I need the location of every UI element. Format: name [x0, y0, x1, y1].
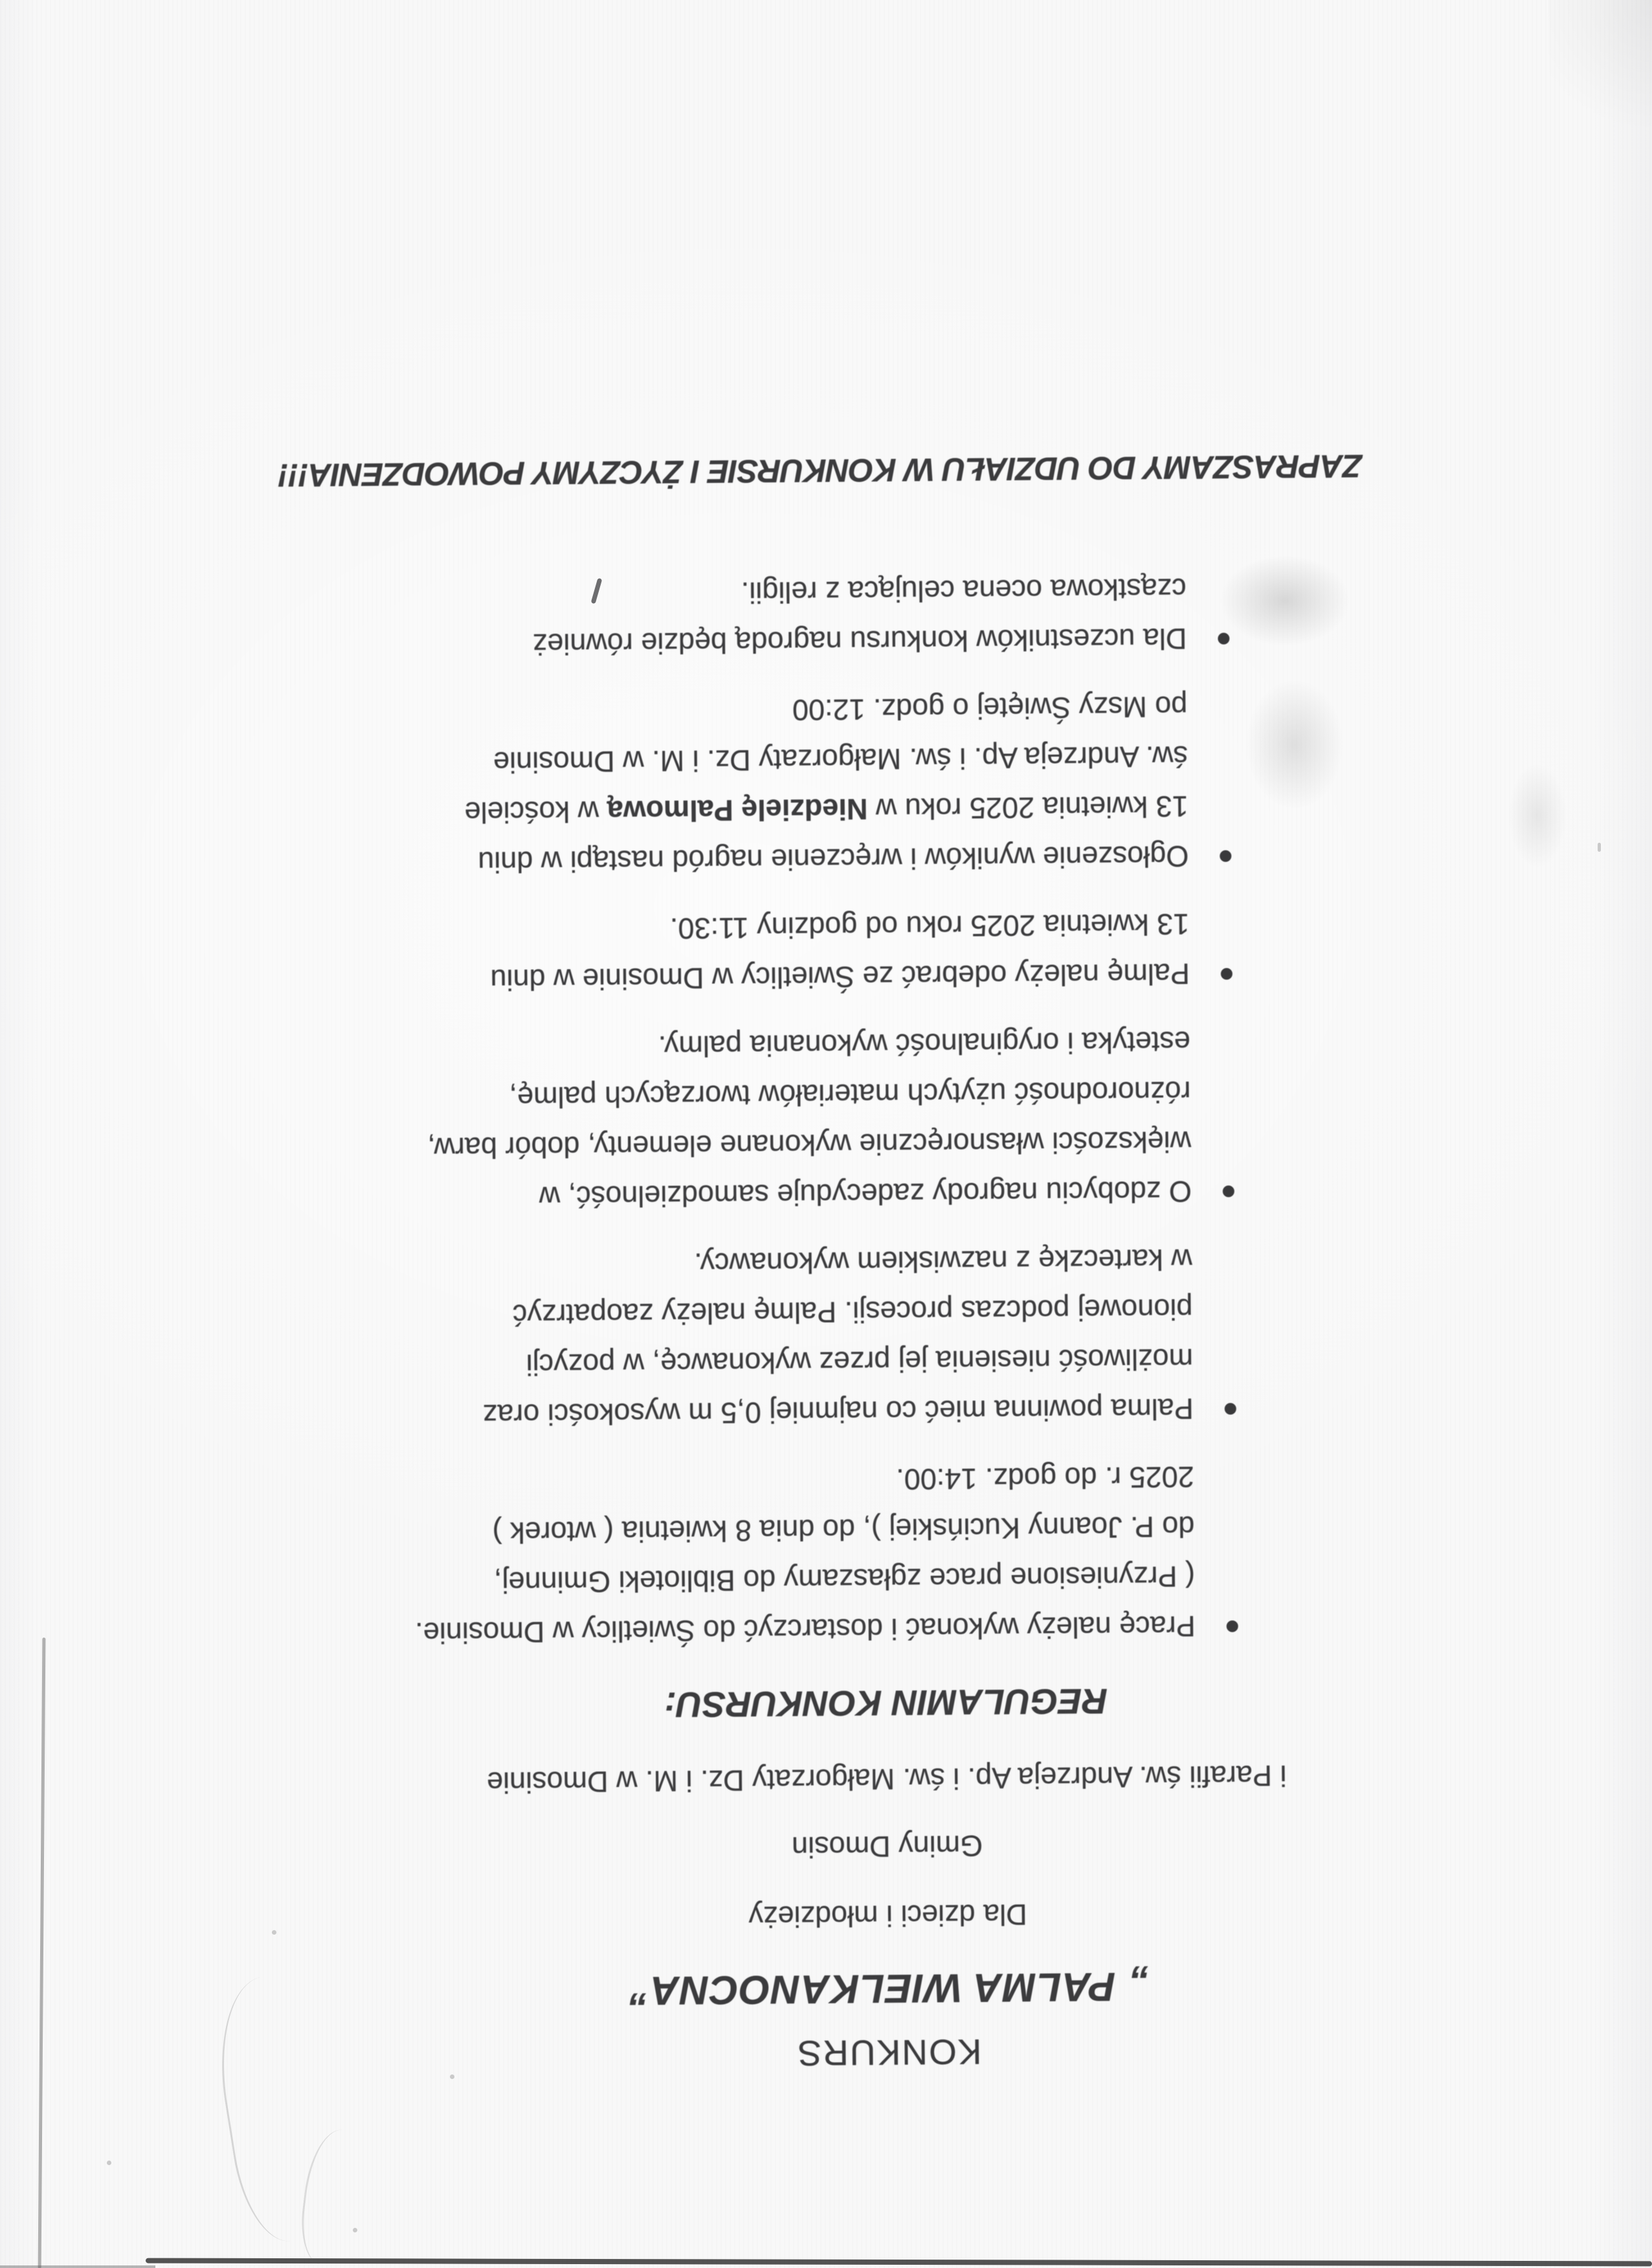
regulation-line-segment: w kościele [464, 794, 607, 829]
regulation-line: Palmę należy odebrać ze Świetlicy w Dmosinie w dniu [490, 957, 1190, 997]
regulation-line: w karteczkę z nazwiskiem wykonawcy. [694, 1243, 1192, 1280]
regulation-line: św. Andrzeja Ap. i św. Małgorzaty Dz. i M. w Dmosinie [493, 740, 1189, 779]
regulation-line: cząstkowa ocena celująca z religii. [741, 572, 1187, 610]
bullet-icon [1221, 968, 1233, 980]
bullet-icon [1225, 1403, 1236, 1414]
regulation-line: Dla uczestników konkursu nagrodą będzie również [532, 622, 1187, 661]
regulation-line: możliwość niesienia jej przez wykonawcę, w pozycji [526, 1342, 1194, 1382]
bullet-icon [1223, 1185, 1234, 1197]
regulation-item-pickup [408, 899, 1190, 1006]
regulation-line: Palma powinna mieć co najmniej 0,5 m wysokości oraz [482, 1392, 1194, 1432]
bullet-icon [1227, 1620, 1238, 1632]
regulation-line: O zdobyciu nagrody zadecyduje samodzielność, w [539, 1175, 1192, 1214]
regulation-line: Pracę należy wykonać i dostarczyć do Świetlicy w Dmosinie. [415, 1610, 1196, 1650]
regulation-item-results [407, 682, 1189, 888]
regulation-line: większości własnoręcznie wykonane elementy, dobór barw, [427, 1125, 1192, 1165]
closing-invitation: ZAPRASZAMY DO UDZIAŁU W KONKURSIE I ŻYCZYMY POWODZENIA!!! [278, 447, 1363, 494]
organizer-commune: Gminy Dmosin [791, 1829, 983, 1864]
bullet-icon [1218, 633, 1229, 645]
regulation-item-size [412, 1234, 1194, 1441]
rules-heading: REGULAMIN KONKURSU: [664, 1681, 1108, 1726]
regulation-line: ( Przyniesione prace zgłaszamy do Biblioteki Gminnej, [493, 1560, 1196, 1599]
bullet-icon [1220, 850, 1231, 862]
regulation-line: 2025 r. do godz. 14:00. [896, 1460, 1194, 1496]
contest-title: „ PALMA WIELKANOCNA” [629, 1963, 1148, 2013]
regulation-line: różnorodność użytych materiałów tworzących palmę, [509, 1075, 1191, 1115]
regulation-line-segment-bold: Niedzielę Palmową [607, 792, 868, 828]
title-block [120, 1681, 1652, 2268]
regulation-item-delivery [414, 1452, 1196, 1658]
regulation-line [408, 781, 1189, 838]
regulation-line-segment: 13 kwietnia 2025 roku w [867, 790, 1189, 826]
regulation-line: 13 kwietnia 2025 roku od godziny 11:30. [669, 907, 1190, 946]
regulation-item-grade [406, 564, 1187, 671]
organizer-parish: i Parafii św. Andrzeja Ap. i św. Małgorzaty Dz. i M. w Dmosinie [486, 1759, 1287, 1799]
regulation-line: po Mszy Świętej o godz. 12:00 [792, 690, 1188, 727]
regulation-line: estetyka i oryginalność wykonania palmy. [658, 1025, 1191, 1063]
regulation-line: Ogłoszenie wyników i wręczenie nagród nastąpi w dniu [477, 839, 1189, 879]
regulation-line: pionowej podczas procesji. Palmę należy zaopatrzyć [512, 1293, 1193, 1332]
regulation-line: do P. Joanny Kucińskiej ), do dnia 8 kwietnia ( wtorek ) [492, 1510, 1195, 1550]
regulation-item-criteria [410, 1017, 1192, 1223]
contest-kicker: KONKURS [796, 2031, 982, 2074]
regulations-list [406, 546, 1196, 1658]
contest-audience: Dla dzieci i młodzieży [748, 1898, 1027, 1934]
